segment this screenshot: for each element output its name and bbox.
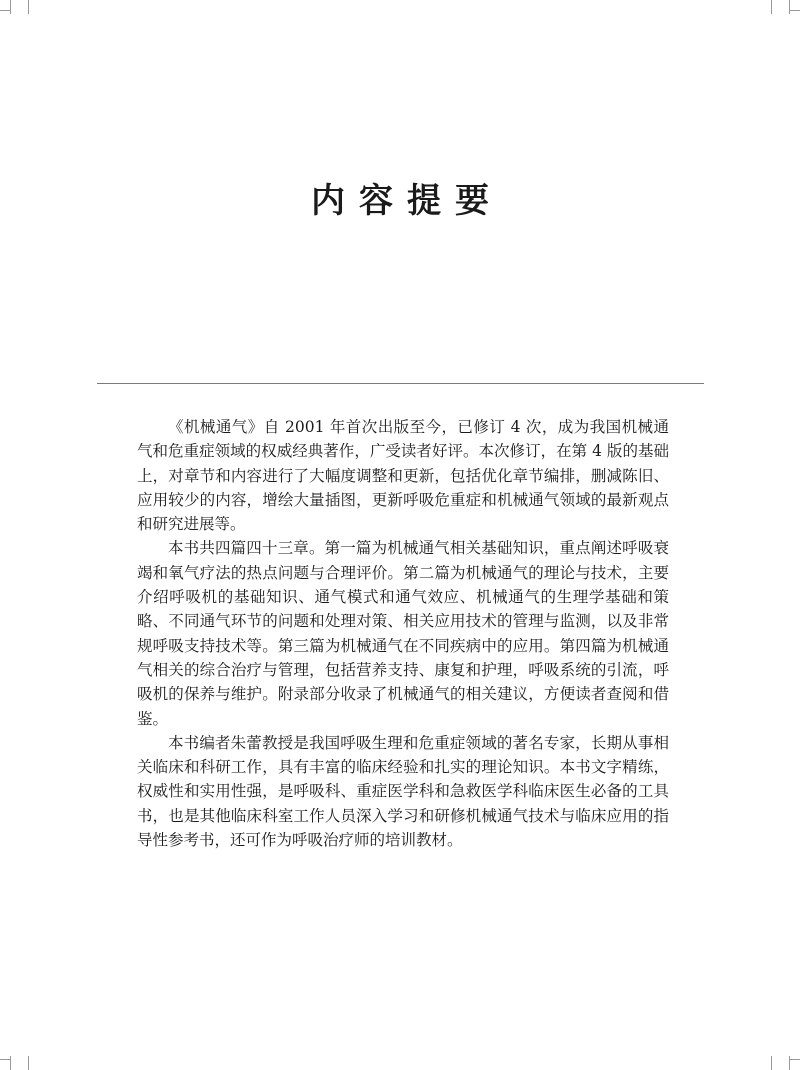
crop-mark-bottom-right-vertical xyxy=(771,1056,772,1070)
crop-mark-top-left-vertical xyxy=(10,0,11,14)
page-title: 内容提要 xyxy=(311,181,503,221)
crop-mark-bottom-left-horizontal xyxy=(0,1059,10,1060)
summary-paragraph-1: 《机械通气》自 2001 年首次出版至今，已修订 4 次，成为我国机械通气和危重症领域的权威经典著作，广受读者好评。本次修订，在第 4 版的基础上，对章节和内容进行了大幅度调整和更新，包括优化章节编排，删减陈旧、应用较少的内容，增绘大量插图，更新呼吸危重症和机械通气领域的最新观点和研究进展等。 xyxy=(137,418,669,534)
crop-mark-bottom-left-vertical xyxy=(10,1056,11,1070)
crop-mark-top-left-horizontal xyxy=(0,10,10,11)
title-divider xyxy=(97,383,704,384)
summary-paragraph-3: 本书编者朱蕾教授是我国呼吸生理和危重症领域的著名专家，长期从事相关临床和科研工作，具有丰富的临床经验和扎实的理论知识。本书文字精练，权威性和实用性强，是呼吸科、重症医学科和急救医学科临床医生必备的工具书，也是其他临床科室工作人员深入学习和研修机械通气技术与临床应用的指导性参考书，还可作为呼吸治疗师的培训教材。 xyxy=(137,733,669,850)
summary-body xyxy=(137,415,669,852)
crop-mark-top-left-vertical-2 xyxy=(28,0,29,14)
crop-mark-bottom-left-vertical-2 xyxy=(28,1056,29,1070)
crop-mark-top-right-vertical xyxy=(771,0,772,14)
summary-paragraph-2: 本书共四篇四十三章。第一篇为机械通气相关基础知识，重点阐述呼吸衰竭和氧气疗法的热点问题与合理评价。第二篇为机械通气的理论与技术，主要介绍呼吸机的基础知识、通气模式和通气效应、机械通气的生理学基础和策略、不同通气环节的问题和处理对策、相关应用技术的管理与监测，以及非常规呼吸支持技术等。第三篇为机械通气在不同疾病中的应用。第四篇为机械通气相关的综合治疗与管理，包括营养支持、康复和护理，呼吸系统的引流，呼吸机的保养与维护。附录部分收录了机械通气的相关建议，方便读者查阅和借鉴。 xyxy=(137,539,669,728)
crop-mark-bottom-right-horizontal xyxy=(790,1059,800,1060)
crop-mark-top-right-horizontal xyxy=(790,10,800,11)
crop-mark-top-right-vertical-2 xyxy=(789,0,790,14)
